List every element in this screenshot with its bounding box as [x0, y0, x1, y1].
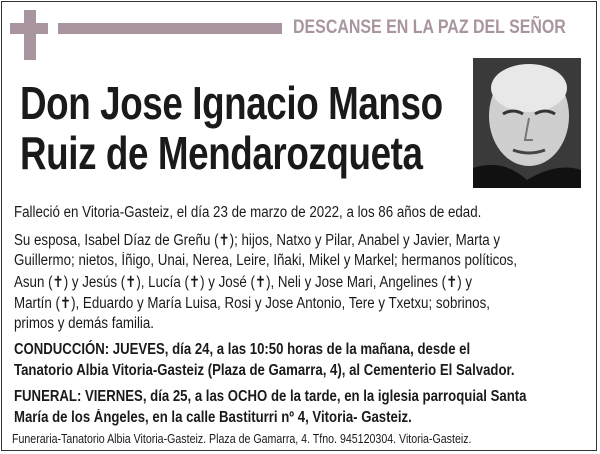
funeral-line: María de los Ángeles, en la calle Bastiturri nº 4, Vitoria- Gasteiz.: [14, 409, 412, 426]
death-statement: Falleció en Vitoria-Gasteiz, el día 23 de marzo de 2022, a los 86 años de edad.: [14, 204, 482, 221]
family-line: Martín (✝), Eduardo y María Luisa, Rosi y Jose Antonio, Tere y Txetxu; sobrinos,: [14, 295, 490, 312]
deceased-name-line2: Ruiz de Mendarozqueta: [20, 127, 423, 179]
conduccion-line: CONDUCCIÓN: JUEVES, día 24, a las 10:50 horas de la mañana, desde el: [14, 341, 471, 358]
family-line: Asun (✝) y Jesús (✝), Lucía (✝) y José (✝), Neli y Jose Mari, Angelines (✝) y: [14, 274, 473, 291]
deceased-photo: [473, 58, 581, 188]
cross-icon-arm: [10, 23, 48, 34]
cross-icon: [24, 10, 36, 60]
family-line: primos y demás familia.: [14, 315, 155, 332]
header-divider: [58, 23, 282, 34]
funeral-home-footer: Funeraria-Tanatorio Albia Vitoria-Gasteiz. Plaza de Gamarra, 4. Tfno. 945120304. Vitoria-Gasteiz.: [12, 432, 472, 446]
conduccion-line: Tanatorio Albia Vitoria-Gasteiz (Plaza de Gamarra, 4), al Cementerio El Salvador.: [14, 362, 515, 379]
family-line: Guillermo; nietos, Íñigo, Unai, Nerea, Leire, Iñaki, Mikel y Markel; hermanos políticos,: [14, 252, 518, 269]
funeral-line: FUNERAL: VIERNES, día 25, a las OCHO de la tarde, en la iglesia parroquial Santa: [14, 388, 527, 405]
deceased-name-line1: Don Jose Ignacio Manso: [20, 77, 443, 129]
family-line: Su esposa, Isabel Díaz de Greñu (✝); hijos, Natxo y Pilar, Anabel y Javier, Marta y: [14, 232, 501, 249]
header-motto: DESCANSE EN LA PAZ DEL SEÑOR: [293, 17, 566, 38]
